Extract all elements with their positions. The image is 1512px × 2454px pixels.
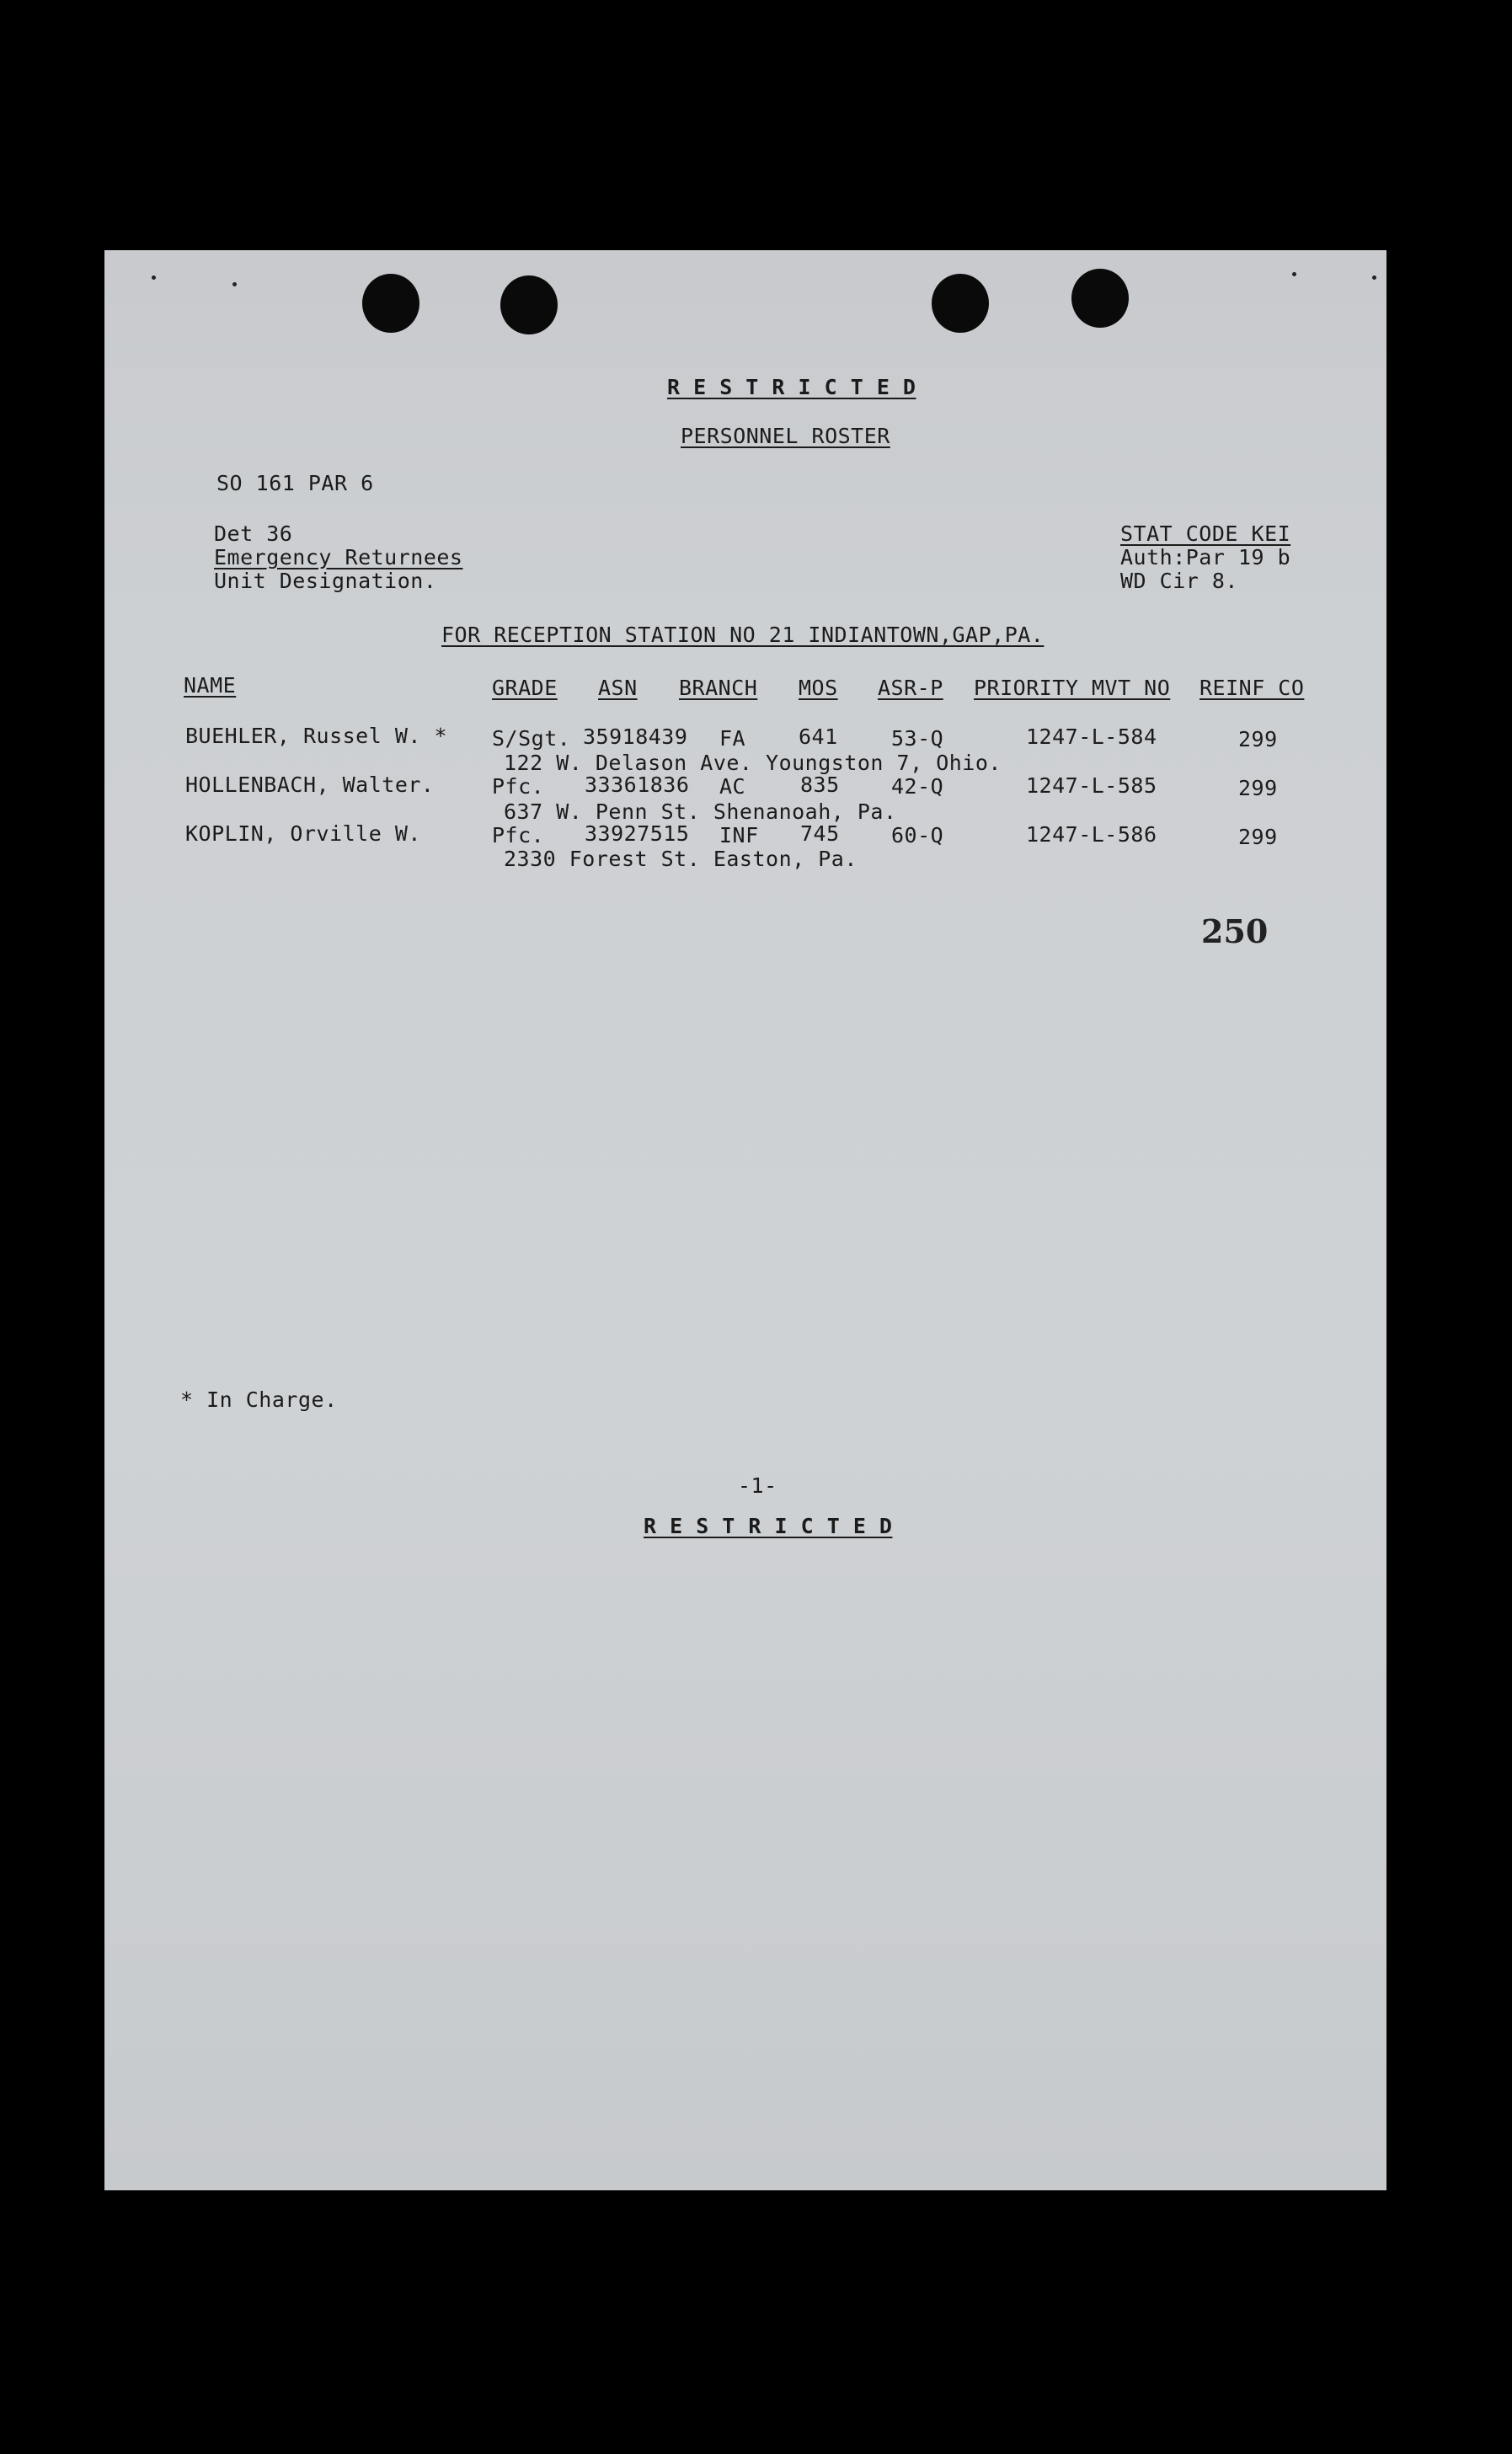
column-header-priority: PRIORITY MVT NO: [974, 676, 1171, 700]
order-reference: SO 161 PAR 6: [216, 471, 374, 495]
row-reinf: 299: [1238, 727, 1278, 751]
page-title: PERSONNEL ROSTER: [681, 424, 890, 448]
paper-speck: [152, 275, 156, 280]
punch-hole: [500, 275, 558, 334]
row-mos: 835: [800, 773, 840, 797]
unit-name: Emergency Returnees: [214, 545, 463, 569]
authority: Auth:Par 19 b: [1120, 545, 1291, 569]
paper-speck: [1292, 272, 1296, 276]
row-branch: FA: [719, 726, 746, 751]
row-branch: AC: [719, 774, 746, 799]
column-header-asr: ASR-P: [878, 676, 943, 700]
column-header-name: NAME: [184, 673, 237, 698]
row-mos: 745: [800, 821, 840, 846]
unit-designation-label: Unit Designation.: [214, 569, 437, 593]
row-branch: INF: [719, 823, 759, 847]
punch-hole: [932, 274, 989, 333]
column-header-branch: BRANCH: [679, 676, 758, 700]
row-grade: Pfc.: [492, 823, 545, 847]
paper-speck: [1372, 275, 1376, 280]
column-header-reinf: REINF CO: [1199, 676, 1305, 700]
row-grade: S/Sgt.: [492, 726, 571, 751]
row-priority: 1247-L-585: [1026, 773, 1157, 798]
destination-line: FOR RECEPTION STATION NO 21 INDIANTOWN,GAP,PA.: [441, 623, 1045, 647]
row-name: BUEHLER, Russel W. *: [185, 724, 448, 748]
row-name: HOLLENBACH, Walter.: [185, 773, 435, 797]
column-header-mos: MOS: [799, 676, 838, 700]
row-asr: 60-Q: [891, 823, 944, 847]
detachment: Det 36: [214, 521, 293, 546]
row-asr: 42-Q: [891, 774, 944, 799]
row-name: KOPLIN, Orville W.: [185, 821, 421, 846]
classification-bottom: R E S T R I C T E D: [644, 1514, 893, 1538]
row-address: 2330 Forest St. Easton, Pa.: [504, 847, 858, 871]
row-grade: Pfc.: [492, 774, 545, 799]
row-address: 637 W. Penn St. Shenanoah, Pa.: [504, 799, 897, 824]
row-asn: 35918439: [583, 724, 688, 749]
punch-hole: [1071, 269, 1129, 328]
column-header-grade: GRADE: [492, 676, 558, 700]
row-priority: 1247-L-586: [1026, 822, 1157, 847]
page-number: -1-: [738, 1473, 777, 1498]
stat-code: STAT CODE KEI: [1120, 521, 1291, 546]
row-reinf: 299: [1238, 825, 1278, 849]
wd-circular: WD Cir 8.: [1120, 569, 1238, 593]
row-asn: 33927515: [585, 821, 690, 846]
footnote: * In Charge.: [180, 1387, 338, 1412]
row-reinf: 299: [1238, 776, 1278, 800]
stamped-number: 250: [1201, 912, 1269, 950]
row-asr: 53-Q: [891, 726, 944, 751]
paper-speck: [232, 282, 237, 286]
punch-hole: [362, 274, 419, 333]
classification-top: R E S T R I C T E D: [667, 375, 916, 399]
column-header-asn: ASN: [598, 676, 638, 700]
row-priority: 1247-L-584: [1026, 724, 1157, 749]
row-asn: 33361836: [585, 773, 690, 797]
document-page: [104, 250, 1386, 2190]
row-mos: 641: [799, 724, 838, 749]
row-address: 122 W. Delason Ave. Youngston 7, Ohio.: [504, 751, 1002, 775]
